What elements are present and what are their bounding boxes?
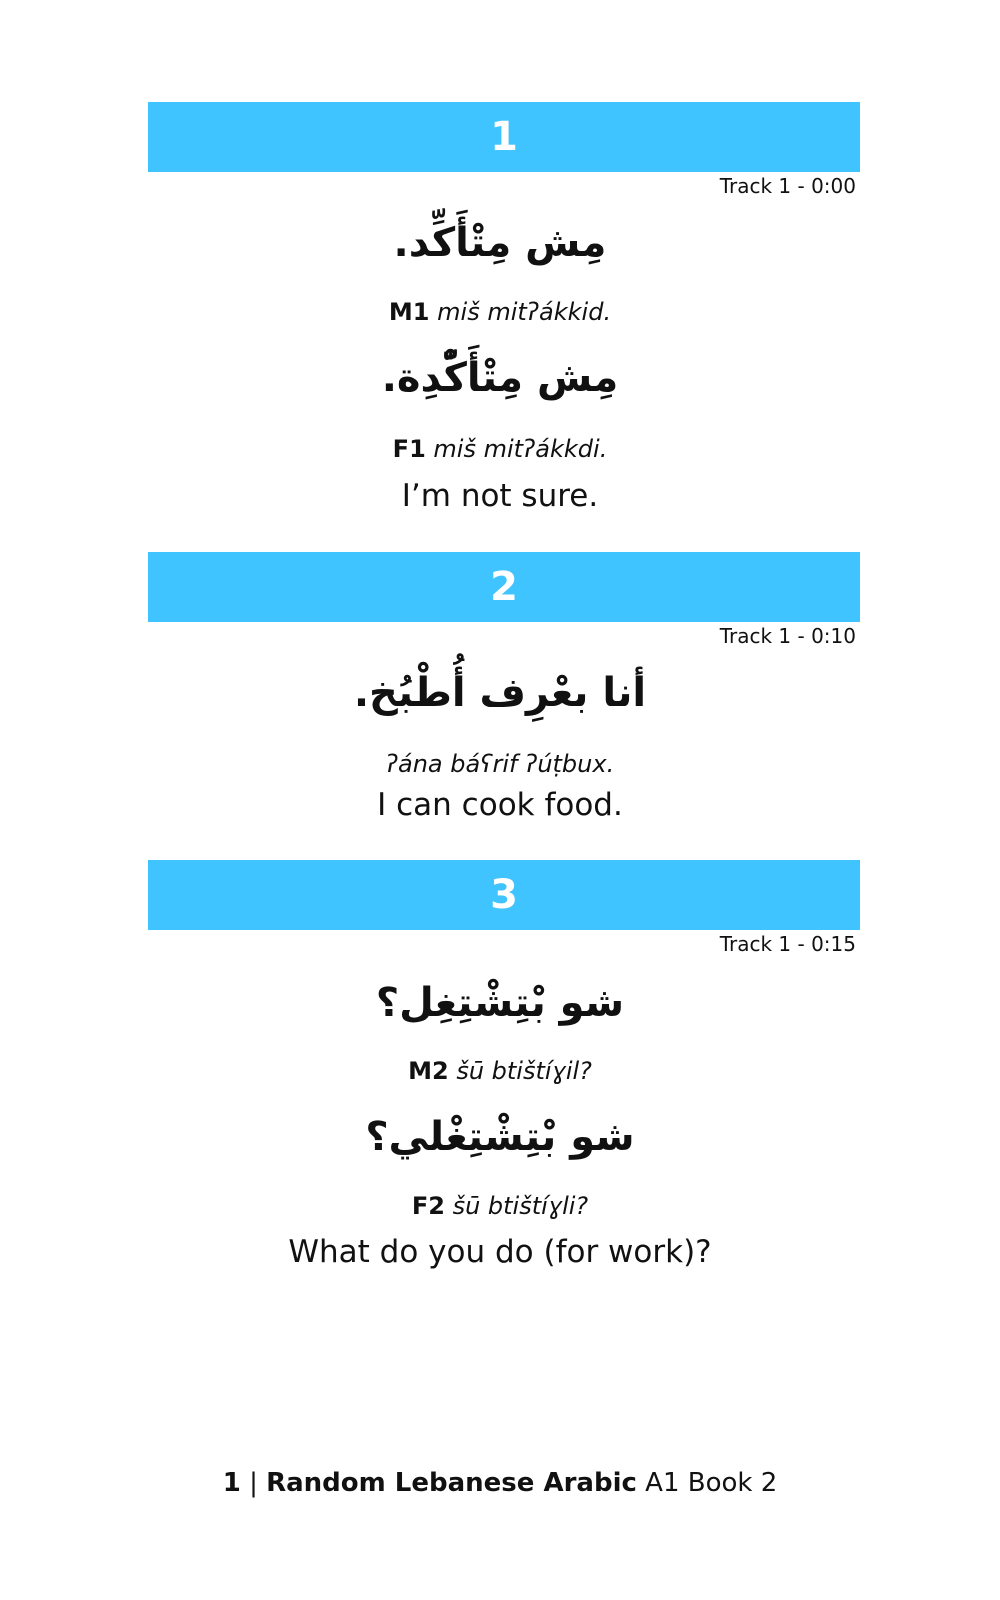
- page-number: 1: [222, 1468, 241, 1498]
- section-header-1: [148, 102, 860, 172]
- transliteration-text: miš mitʔákkid.: [437, 298, 612, 326]
- transliteration-feminine: [0, 1192, 1000, 1220]
- track-timestamp: Track 1 - 0:10: [719, 624, 856, 648]
- transliteration-text: ʔána báʕrif ʔúṭbux.: [385, 750, 615, 778]
- transliteration-masculine: [0, 1057, 1000, 1085]
- section-number: 1: [490, 114, 518, 160]
- english-translation: What do you do (for work)?: [288, 1234, 712, 1270]
- book-title: Random Lebanese Arabic: [266, 1468, 637, 1498]
- track-timestamp: Track 1 - 0:00: [719, 174, 856, 198]
- speaker-label: F1: [392, 435, 426, 463]
- book-subtitle: A1 Book 2: [645, 1468, 778, 1498]
- section-number: 3: [490, 872, 518, 918]
- footer-separator: |: [249, 1468, 258, 1498]
- arabic-masculine: مِش مِتْأَكِّد.: [393, 220, 607, 266]
- arabic-feminine: مِش مِتْأَكّْدِة.: [381, 355, 619, 401]
- section-header-3: [148, 860, 860, 930]
- english-translation: I can cook food.: [377, 787, 623, 823]
- arabic-masculine: شو بْتِشْتِغِل؟: [375, 980, 625, 1026]
- arabic-sentence: أنا بعْرِف أُطْبُخ.: [353, 670, 647, 716]
- english-translation: I’m not sure.: [401, 478, 599, 514]
- transliteration-masculine: [0, 298, 1000, 326]
- page-footer: [0, 1468, 1000, 1498]
- section-header-2: [148, 552, 860, 622]
- arabic-feminine: شو بْتِشْتِغْلي؟: [365, 1114, 635, 1160]
- transliteration-text: šū btištíɣil?: [456, 1057, 592, 1085]
- transliteration: [0, 750, 1000, 778]
- transliteration-feminine: [0, 435, 1000, 463]
- transliteration-text: miš mitʔákkdi.: [433, 435, 608, 463]
- speaker-label: F2: [411, 1192, 445, 1220]
- speaker-label: M1: [388, 298, 430, 326]
- section-number: 2: [490, 564, 518, 610]
- transliteration-text: šū btištíɣli?: [452, 1192, 589, 1220]
- track-timestamp: Track 1 - 0:15: [719, 932, 856, 956]
- speaker-label: M2: [408, 1057, 449, 1085]
